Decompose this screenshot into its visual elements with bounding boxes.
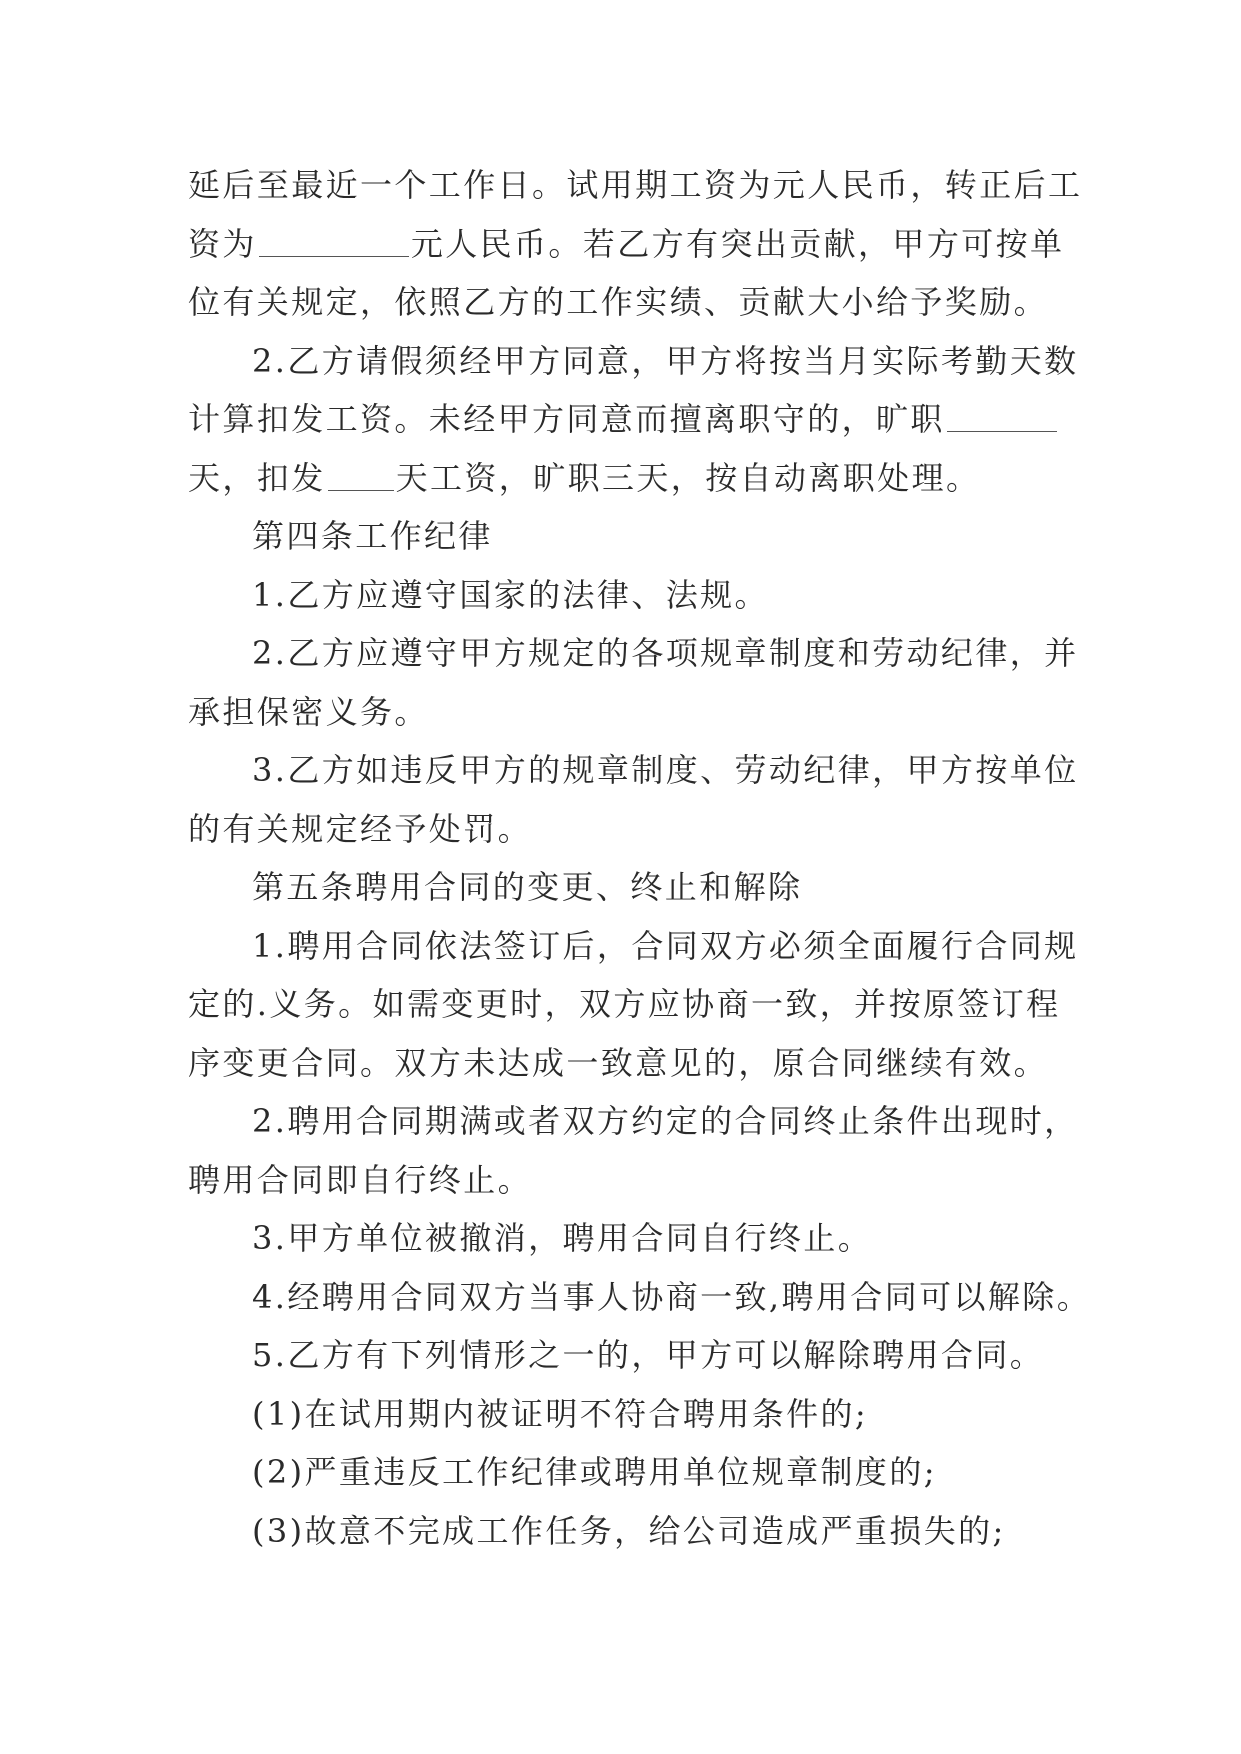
text-run: 第四条工作纪律 xyxy=(252,517,493,555)
fill-in-blank xyxy=(328,460,394,491)
text-run: (1)在试用期内被证明不符合聘用条件的; xyxy=(252,1394,869,1433)
text-run: 2.乙方应遵守甲方规定的各项规章制度和劳动纪律，并 xyxy=(252,634,1079,672)
section-heading xyxy=(188,507,1068,566)
fill-in-blank xyxy=(259,226,409,257)
text-run: 天工资，旷职三天，按自动离职处理。 xyxy=(395,458,981,497)
text-run: 1.聘用合同依法签订后，合同双方必须全面履行合同规 xyxy=(252,926,1079,965)
paragraph-line xyxy=(188,1092,1079,1151)
paragraph-line xyxy=(188,332,1079,391)
paragraph-line xyxy=(188,741,1079,800)
paragraph-line xyxy=(188,1151,1068,1210)
paragraph-line xyxy=(188,566,1068,625)
paragraph-line xyxy=(188,273,1068,332)
paragraph-line xyxy=(188,624,1079,683)
text-run: 延后至最近一个工作日。试用期工资为元人民币，转正后工 xyxy=(188,166,1083,204)
paragraph-line xyxy=(188,917,1079,976)
text-run: 第五条聘用合同的变更、终止和解除 xyxy=(252,868,803,906)
section-heading xyxy=(188,858,1068,917)
paragraph-line xyxy=(188,156,1083,215)
text-run: 的有关规定经予处罚。 xyxy=(188,809,533,848)
text-run: 承担保密义务。 xyxy=(188,692,429,731)
text-run: (2)严重违反工作纪律或聘用单位规章制度的; xyxy=(252,1453,937,1491)
list-item xyxy=(188,1385,1068,1444)
paragraph-line xyxy=(188,800,1068,859)
paragraph-line xyxy=(188,1326,1068,1385)
text-run: 2.乙方请假须经甲方同意，甲方将按当月实际考勤天数 xyxy=(252,341,1079,380)
text-run: 天，扣发 xyxy=(188,458,326,497)
text-run: 资为 xyxy=(188,224,257,263)
text-run: 序变更合同。双方未达成一致意见的，原合同继续有效。 xyxy=(188,1043,1049,1082)
text-run: 元人民币。若乙方有突出贡献，甲方可按单 xyxy=(410,224,1065,263)
list-item xyxy=(188,1502,1068,1561)
list-item xyxy=(188,1443,1068,1502)
paragraph-line xyxy=(188,683,1068,742)
text-run: 位有关规定，依照乙方的工作实绩、贡献大小给予奖励。 xyxy=(188,283,1049,321)
paragraph-line xyxy=(188,975,1068,1034)
text-run: 4.经聘用合同双方当事人协商一致,聘用合同可以解除。 xyxy=(252,1277,1092,1316)
fill-in-blank xyxy=(947,401,1057,432)
text-run: 计算扣发工资。未经甲方同意而擅离职守的，旷职 xyxy=(188,400,945,438)
paragraph-line xyxy=(188,1268,1092,1327)
text-run: 聘用合同即自行终止。 xyxy=(188,1160,533,1199)
paragraph-line xyxy=(188,449,1068,508)
text-run: 3.甲方单位被撤消，聘用合同自行终止。 xyxy=(252,1219,873,1257)
paragraph-line xyxy=(188,215,1068,274)
text-run: 2.聘用合同期满或者双方约定的合同终止条件出现时， xyxy=(252,1102,1079,1140)
text-run: (3)故意不完成工作任务，给公司造成严重损失的; xyxy=(252,1511,1006,1550)
text-run: 定的.义务。如需变更时，双方应协商一致，并按原签订程 xyxy=(188,985,1061,1023)
document-body xyxy=(188,156,1092,1560)
paragraph-line xyxy=(188,390,1068,449)
paragraph-line xyxy=(188,1034,1068,1093)
paragraph-line xyxy=(188,1209,1068,1268)
text-run: 1.乙方应遵守国家的法律、法规。 xyxy=(252,575,769,614)
text-run: 3.乙方如违反甲方的规章制度、劳动纪律，甲方按单位 xyxy=(252,751,1079,789)
text-run: 5.乙方有下列情形之一的，甲方可以解除聘用合同。 xyxy=(252,1336,1045,1374)
